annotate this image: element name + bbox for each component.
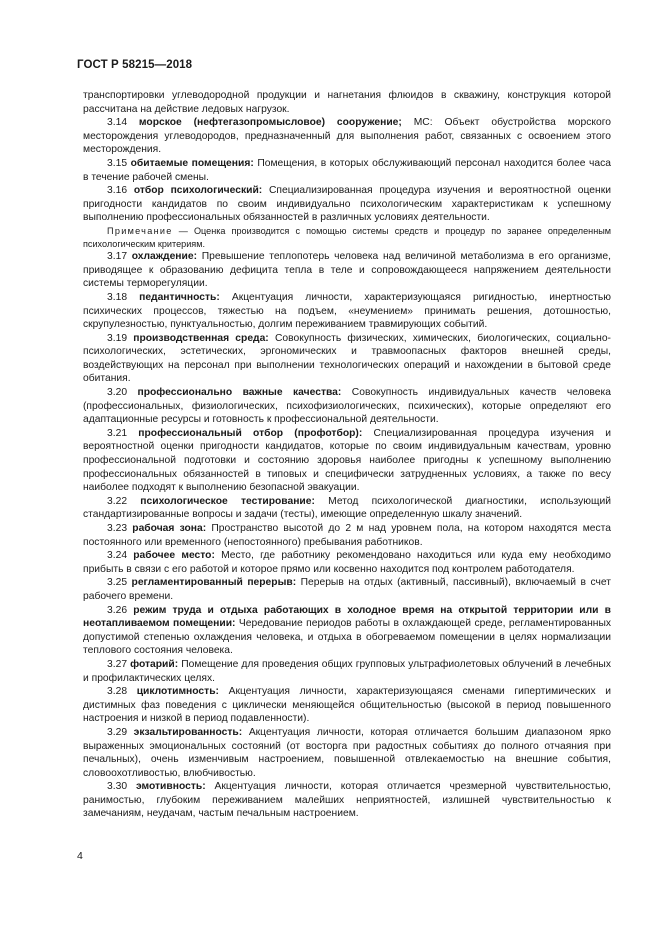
term: педантичность: (139, 291, 220, 303)
term: режим труда и отдыха работающих в холодное время на открытой территории или в неотапливаемом помещении: (83, 604, 611, 630)
definition-3-16: 3.16 отбор психологический: Специализированная процедура изучения и вероятностной оценки пригодности кандидатов по своим индивидуально психологическим характеристикам к успешному выполнению профессиональных обязанностей в различных условиях деятельности. (83, 185, 611, 224)
definition-3-27: 3.27 фотарий: Помещение для проведения общих групповых ультрафиолетовых облучений в лечебных и профилактических целях. (83, 658, 611, 684)
term: отбор психологический: (133, 185, 263, 197)
definition-3-23: 3.23 рабочая зона: Пространство высотой до 2 м над уровнем пола, на котором находятся места постоянного или временного (непостоянного) пребывания работников. (83, 523, 611, 548)
definition-3-22: 3.22 психологическое тестирование: Метод психологической диагностики, использующий стандартизированные вопросы и задачи (тесты), имеющие определенную шкалу значений. (83, 495, 611, 521)
note-label: Примечание (107, 225, 173, 236)
definition-3-25: 3.25 регламентированный перерыв: Перерыв на отдых (активный, пассивный), включаемый в счет рабочего времени. (83, 577, 611, 602)
definition-3-14: 3.14 морское (нефтегазопромысловое) сооружение; МС: Объект обустройства морского месторождения углеводородов, предназначенный для выполнения работ, связанных с освоением этого месторождения. (83, 117, 611, 156)
definition-3-30: 3.30 эмотивность: Акцентуация личности, которая отличается чрезмерной чувствительностью, ранимостью, глубоким переживанием малейших неприятностей, излишней чувствительностью к замечаниям, неудачам, частым печальным настроением. (83, 781, 611, 820)
definition-3-26: 3.26 режим труда и отдыха работающих в холодное время на открытой территории или в неотапливаемом помещении: Чередование периодов работы в охлаждающей среде, регламентированных допустимой степенью охлаждения человека, и отдыха в обогреваемом помещении в целях нормализации теплового состояния человека. (83, 604, 611, 657)
term: обитаемые помещения: (130, 157, 254, 169)
document-body (83, 89, 611, 821)
definition-3-18: 3.18 педантичность: Акцентуация личности, характеризующаяся ригидностью, инертностью психических процессов, тяжестью на подъем, «неумением» принимать решения, дотошностью, скрупулезностью, пунктуальностью, долгим переживанием травмирующих событий. (83, 291, 611, 331)
term: производственная среда: (133, 332, 269, 344)
term: охлаждение: (131, 251, 198, 263)
page-number: 4 (77, 850, 83, 862)
document-header: ГОСТ Р 58215—2018 (77, 59, 193, 71)
term: рабочее место: (133, 550, 215, 562)
term: фотарий: (130, 658, 179, 670)
definition-3-24: 3.24 рабочее место: Место, где работнику рекомендовано находиться или куда ему необходимо прибыть в связи с его работой и которое прямо или косвенно находится под контролем работодателя. (83, 550, 611, 575)
term: регламентированный перерыв: (131, 577, 297, 589)
definition-3-29: 3.29 экзальтированность: Акцентуация личности, которая отличается большим диапазоном ярко выраженных эмоциональных состояний (от восторга при радостных событиях до полного отчаяния при печальных), очень изменчивым настроением, повышенной отвлекаемостью на внешние события, словоохотливостью, влюбчивостью. (83, 726, 611, 779)
definition-3-17: 3.17 охлаждение: Превышение теплопотерь человека над величиной метаболизма в его организме, приводящее к образованию дефицита тепла в теле и сопровождающееся напряжением деятельности системы терморегуляции. (83, 251, 611, 290)
term: морское (нефтегазопромысловое) сооружение; (138, 117, 402, 129)
term: экзальтированность: (133, 726, 243, 738)
note: Примечание — Оценка производится с помощью системы средств и процедур по заранее определенным психологическим критериям. (83, 225, 612, 249)
definition-3-15: 3.15 обитаемые помещения: Помещения, в которых обслуживающий персонал находится более часа в течение рабочей смены. (83, 157, 611, 183)
definition-3-28: 3.28 циклотимность: Акцентуация личности, характеризующаяся сменами гипертимических и дистимных фаз поведения с циклически меняющейся общительностью (высокой в период повышенного настроения и низкой в период подавленности). (83, 686, 611, 725)
term: циклотимность: (136, 686, 219, 698)
note-text: Оценка производится с помощью системы средств и процедур по заранее определенным психологическим критериям. (83, 225, 612, 249)
term: психологическое тестирование: (140, 495, 315, 507)
definition-3-21: 3.21 профессиональный отбор (профотбор): Специализированная процедура изучения и вероятностной оценки пригодности кандидатов, которые по своим индивидуальным качествам, уровню профессиональной подготовки и состоянию здоровья наиболее пригодны к успешному выполнению профессиональных обязанностей в типовых и специфически затрудненных условиях, а также по весу наиболее подходят к выполнению безопасной эвакуации. (83, 427, 611, 494)
continuation-paragraph: транспортировки углеводородной продукции и нагнетания флюидов в скважину, конструкция которой рассчитана на действие ледовых нагрузок. (83, 90, 611, 115)
term: профессиональный отбор (профотбор): (138, 427, 363, 439)
term: эмотивность: (135, 781, 206, 793)
definition-3-20: 3.20 профессионально важные качества: Совокупность индивидуальных качеств человека (профессиональных, физиологических, психофизиологических, психических), которые определяют его адаптационные ресурсы и готовность к профессиональной деятельности. (83, 387, 611, 426)
definition-3-19: 3.19 производственная среда: Совокупность физических, химических, биологических, социально-психологических, эстетических, эргономических и травмоопасных факторов внешней среды, воздействующих на персонал при выполнении технологических операций и нахождении в бытовой среде обитания. (83, 332, 611, 385)
term: профессионально важные качества: (137, 387, 342, 399)
term: рабочая зона: (132, 523, 207, 534)
